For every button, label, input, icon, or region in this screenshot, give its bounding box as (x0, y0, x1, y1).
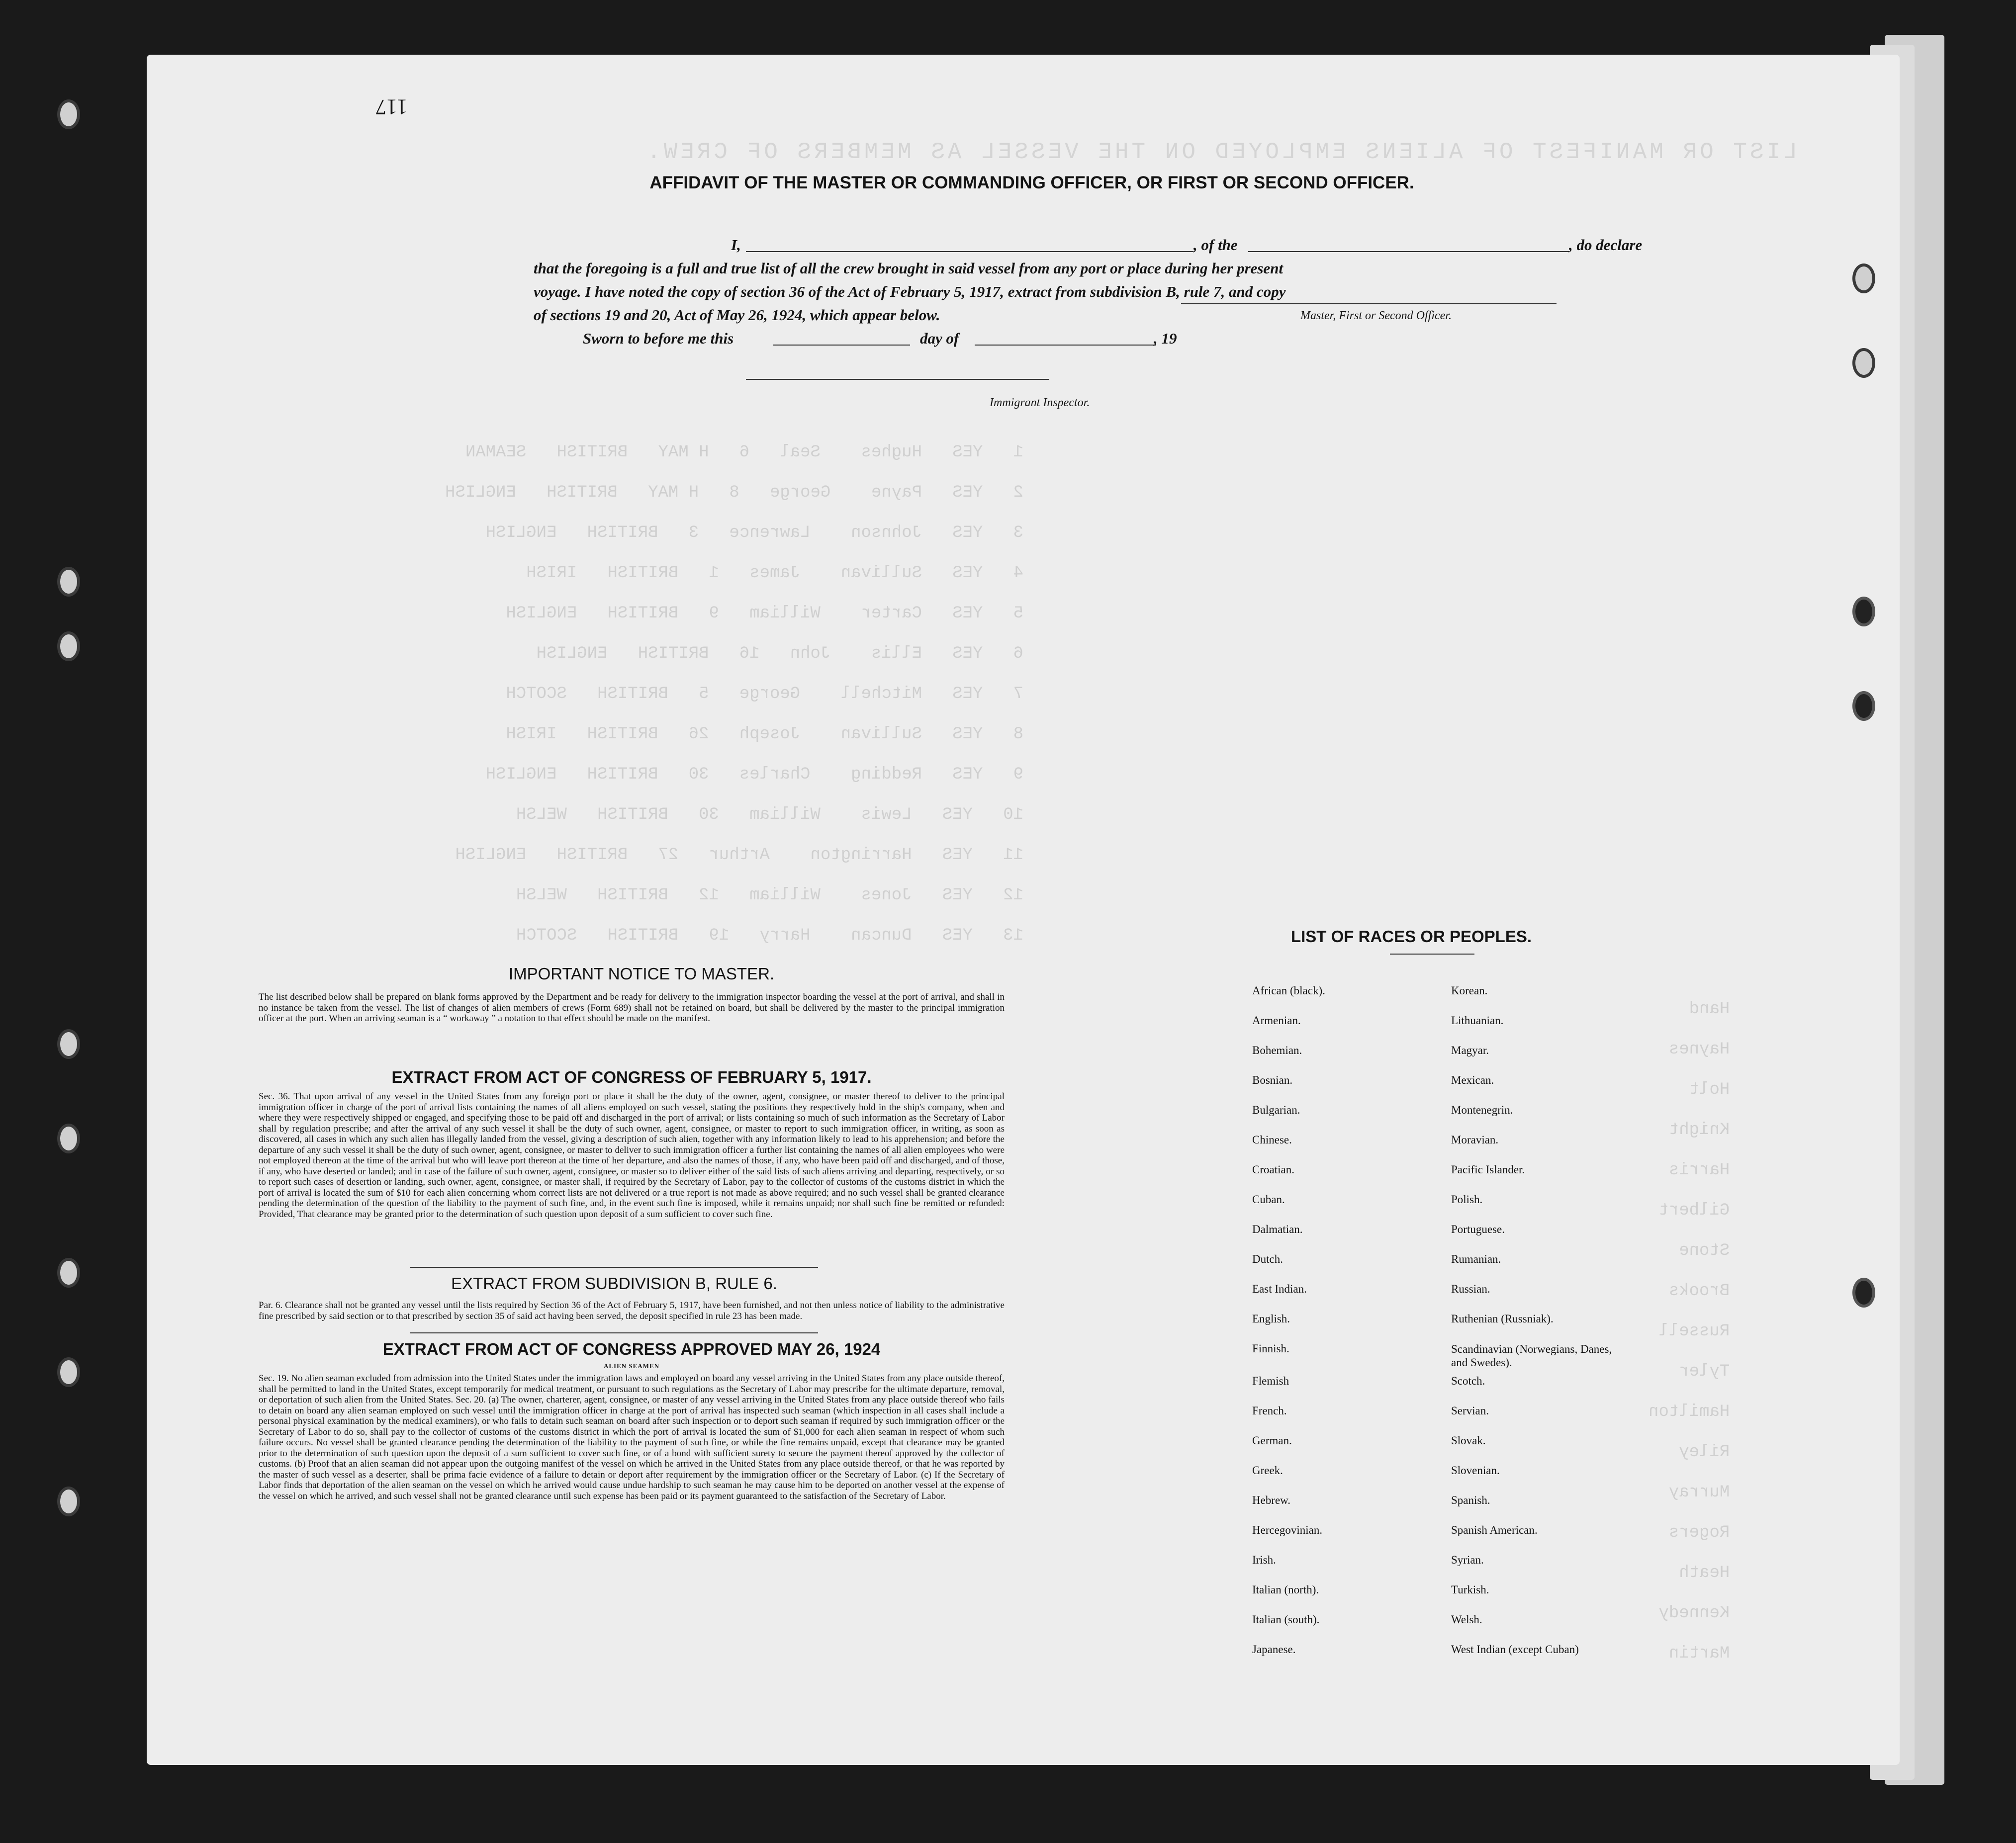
race-left: Italian (south). (1252, 1613, 1320, 1626)
race-right: Lithuanian. (1451, 1014, 1504, 1027)
race-right: Polish. (1451, 1193, 1483, 1206)
day-of-label: day of (920, 330, 959, 347)
race-left: English. (1252, 1313, 1290, 1325)
race-right: Magyar. (1451, 1044, 1489, 1056)
binder-hole-left-2 (57, 567, 80, 597)
binder-hole-left-3 (57, 631, 80, 661)
race-left: Armenian. (1252, 1014, 1301, 1027)
races-title-rule (1390, 954, 1474, 955)
race-left: Hercegovinian. (1252, 1524, 1323, 1536)
race-left: African (black). (1252, 984, 1325, 997)
inspector-signature-line[interactable] (746, 379, 1049, 380)
race-right: Welsh. (1451, 1613, 1482, 1626)
race-right: Rumanian. (1451, 1253, 1501, 1265)
race-left: Dutch. (1252, 1253, 1283, 1265)
extract-1917-title: EXTRACT FROM ACT OF CONGRESS OF FEBRUARY 5, 1917. (391, 1068, 872, 1086)
master-name-blank[interactable] (746, 251, 1193, 252)
rule-above-rule6 (410, 1267, 818, 1268)
sworn-label: Sworn to before me this (583, 330, 734, 347)
race-left: Italian (north). (1252, 1583, 1319, 1596)
vessel-name-blank[interactable] (1248, 251, 1569, 252)
race-left: German. (1252, 1434, 1292, 1447)
year-label: , 19 (1154, 330, 1177, 347)
race-left: Finnish. (1252, 1342, 1289, 1355)
race-right: Portuguese. (1451, 1223, 1505, 1235)
binder-hole-left-5 (57, 1124, 80, 1153)
race-right: Scandinavian (Norwegians, Danes, and Swedes). (1451, 1343, 1612, 1369)
affidavit-line-3: voyage. I have noted the copy of section 36 of the Act of February 5, 1917, extract from subdivision B, rule 7, and copy (534, 283, 1286, 300)
binder-hole-right-4 (1852, 691, 1875, 721)
race-left: Bulgarian. (1252, 1104, 1300, 1116)
rule-above-1924 (410, 1332, 818, 1333)
affidavit-line-2: that the foregoing is a full and true list of all the crew brought in said vessel from any port or place during her present (534, 260, 1283, 277)
extract-rule6-text: Par. 6. Clearance shall not be granted any vessel until the lists required by Section 36 of the Act of February 5, 1917, have been furnished, and not then unless notice of liability to the administrative fine prescribed by said section or to that prescribed by section 35 of said act having been served, the deposit specified in rule 23 has been made. (259, 1300, 1005, 1321)
binder-hole-right-5 (1852, 1278, 1875, 1308)
binder-hole-left-8 (57, 1487, 80, 1516)
race-left: Bosnian. (1252, 1074, 1293, 1086)
binder-hole-right-1 (1852, 263, 1875, 293)
inspector-signature-caption: Immigrant Inspector. (990, 396, 1090, 409)
alien-seamen-subtitle: ALIEN SEAMEN (603, 1362, 660, 1370)
race-right: Russian. (1451, 1283, 1490, 1295)
sworn-day-blank[interactable] (773, 345, 910, 346)
race-left: Greek. (1252, 1464, 1283, 1477)
notice-text: The list described below shall be prepared on blank forms approved by the Department and be ready for delivery to the immigration inspector boarding the vessel at the port of arrival, and shall in no instance be taken from the vessel. The list of changes of alien members of crews (Form 689) shall not be retained on board, but shall be delivered by the master to the principal immigration officer at the port. When an arriving seaman is a “ workaway ” a notation to that effect should be made on the manifest. (259, 992, 1005, 1024)
affidavit-line-4: of sections 19 and 20, Act of May 26, 1924, which appear below. (534, 306, 940, 324)
races-title: LIST OF RACES OR PEOPLES. (1290, 927, 1532, 946)
race-right: Spanish American. (1451, 1524, 1538, 1536)
race-left: Chinese. (1252, 1134, 1292, 1146)
race-left: Cuban. (1252, 1193, 1285, 1206)
master-signature-caption: Master, First or Second Officer. (1300, 309, 1452, 322)
race-left: Japanese. (1252, 1643, 1296, 1656)
race-right: Mexican. (1451, 1074, 1494, 1086)
race-left: East Indian. (1252, 1283, 1307, 1295)
affidavit-title: AFFIDAVIT OF THE MASTER OR COMMANDING OFFICER, OR FIRST OR SECOND OFFICER. (649, 173, 1414, 192)
extract-1924-text: Sec. 19. No alien seaman excluded from admission into the United States under the immigration laws and employed on board any vessel arriving in the United States from any place outside thereof, shall be permitted to land in the United States, except temporarily for medical treatment, or pursuant to such regulations as the Secretary of Labor may prescribe for the ultimate departure, removal, or deportation of such alien from the United States. Sec. 20. (a) The owner, charterer, agent, consignee, or master of any vessel arriving in the United States from any place outside thereof who fails to detain on board any alien seaman employed on such vessel until the immigration officer in charge at the port of arrival has inspected such seaman (which inspection in all cases shall include a personal physical examination by the medical examiners), or who fails to detain such seaman on board after such inspection or to deport such seaman if required by such immigration officer or the Secretary of Labor to do so, shall pay to the collector of customs of the customs district in which the port of arrival is located the sum of $1,000 for each alien seaman in respect of whom such failure occurs. No vessel shall be granted clearance pending the determination of the liability to the payment of such fine, or while the fine remains unpaid, except that clearance may be granted prior to the determination of such question upon the deposit of a sum sufficient to cover such fine, or of a bond with sufficient surety to secure the payment thereof approved by the collector of customs. (b) Proof that an alien seaman did not appear upon the outgoing manifest of the vessel on which he arrived in the United States from any place outside thereof, or that he was reported by the master of such vessel as a deserter, shall be prima facie evidence of a failure to detain or deport after requirement by the immigration officer or the Secretary of Labor. (c) If the Secretary of Labor finds that deportation of the alien seaman on the vessel on which he arrived would cause undue hardship to such seaman he may cause him to be deported on another vessel at the expense of the vessel on which he arrived, and such vessel shall not be granted clearance until such expense has been paid or its payment guaranteed to the satisfaction of the Secretary of Labor. (259, 1373, 1005, 1501)
race-right: Syrian. (1451, 1554, 1484, 1566)
master-signature-line[interactable] (1181, 303, 1557, 304)
race-right: Scotch. (1451, 1375, 1485, 1387)
race-left: Dalmatian. (1252, 1223, 1303, 1235)
race-right: Slovak. (1451, 1434, 1486, 1447)
binder-hole-right-2 (1852, 348, 1875, 378)
page-number: 117 (375, 95, 408, 119)
race-left: Croatian. (1252, 1163, 1294, 1176)
race-right: Slovenian. (1451, 1464, 1500, 1477)
race-right: Pacific Islander. (1451, 1163, 1525, 1176)
affidavit-of-the-label: , of the (1193, 236, 1238, 254)
race-left: Hebrew. (1252, 1494, 1291, 1506)
race-right: Turkish. (1451, 1583, 1489, 1596)
race-right: Korean. (1451, 984, 1488, 997)
race-left: Flemish (1252, 1375, 1289, 1387)
race-right: Spanish. (1451, 1494, 1490, 1506)
binder-hole-left-7 (57, 1357, 80, 1387)
bleed-through-heading: LIST OR MANIFEST OF ALIENS EMPLOYED ON THE VESSEL AS MEMBERS OF CREW. (644, 139, 1797, 165)
binder-hole-right-3 (1852, 597, 1875, 626)
extract-1917-text: Sec. 36. That upon arrival of any vessel in the United States from any foreign port or place it shall be the duty of the owner, agent, consignee, or master thereof to deliver to the principal immigration officer in charge of the port of arrival lists containing the names of all aliens employed on such vessel, stating the positions they respectively hold in the ship's company, when and where they were respectively shipped or engaged, and specifying those to be paid off and discharged in the port of arrival; or lists containing so much of such information as the Secretary of Labor shall by regulation prescribe; and after the arrival of any such vessel it shall be the duty of such owner, agent, consignee, or master to report to such immigration officer, in writing, as soon as discovered, all cases in which any such alien has illegally landed from the vessel, giving a description of such alien, together with any information likely to lead to his apprehension; and before the departure of any such vessel it shall be the duty of such owner, agent, consignee, or master to deliver to such immigration officer a further list containing the names of all alien employees who were not employed thereon at the time of the arrival but who will leave port thereon at the time of her departure, and also the names of those, if any, who have been paid off and discharged, and of those, if any, who have deserted or landed; and in case of the failure of such owner, agent, consignee, or master so to deliver either of the said lists of such aliens arriving and departing, respectively, or so to report such cases of desertion or landing, such owner, agent, consignee, or master shall, if required by the Secretary of Labor, pay to the collector of customs of the customs district in which the port of arrival is located the sum of $10 for each alien concerning whom correct lists are not delivered or a true report is not made as above required; and no such vessel shall be granted clearance pending the determination of the question of the liability to the payment of such fine, and, in the event such fine is imposed, while it remains unpaid; nor shall such fine be remitted or refunded: Provided, That clearance may be granted prior to the determination of such question upon deposit of a sum sufficient to cover such fine. (259, 1091, 1005, 1220)
race-right: Montenegrin. (1451, 1104, 1513, 1116)
race-left: French. (1252, 1404, 1287, 1417)
binder-hole-left-4 (57, 1029, 80, 1059)
extract-1924-title: EXTRACT FROM ACT OF CONGRESS APPROVED MAY 26, 1924 (382, 1340, 881, 1358)
affidavit-i-label: I, (731, 236, 741, 254)
extract-rule6-title: EXTRACT FROM SUBDIVISION B, RULE 6. (451, 1274, 777, 1293)
race-right: Moravian. (1451, 1134, 1499, 1146)
sworn-month-blank[interactable] (975, 345, 1156, 346)
affidavit-do-declare-label: , do declare (1569, 236, 1643, 254)
race-left: Irish. (1252, 1554, 1276, 1566)
document-sheet (147, 55, 1900, 1765)
binder-hole-left-1 (57, 99, 80, 129)
notice-title: IMPORTANT NOTICE TO MASTER. (508, 965, 775, 983)
binder-hole-left-6 (57, 1258, 80, 1288)
race-right: West Indian (except Cuban) (1451, 1643, 1579, 1656)
race-right: Servian. (1451, 1404, 1489, 1417)
race-right: Ruthenian (Russniak). (1451, 1313, 1554, 1325)
race-left: Bohemian. (1252, 1044, 1302, 1056)
bleed-through-rows: 1 YES Hughes Seal 6 H MAY BRITISH SEAMAN 2 YES Payne George 8 H MAY BRITISH ENGLISH 3 YES Johnson Lawrence 3 BRITISH ENGLISH 4 YES Sullivan James 1 BRITISH IRISH 5 YES Carter William 9 BRITISH ENGLISH 6 YES Ellis John 16 BRITISH ENGLISH 7 YES Mitchell George 5 BRITISH SCOTCH 8 YES Sullivan Joseph 26 BRITISH IRISH 9 YES Redding Charles 30 BRITISH ENGLISH 10 YES Lewis William 30 BRITISH WELSH 11 YES Harrington Arthur 27 BRITISH ENGLISH 12 YES Jones William 12 BRITISH WELSH 13 YES Duncan Harry 19 BRITISH SCOTCH (445, 443, 1023, 945)
bleed-through-right-column: Hand Haynes Holt Knight Harris Gilbert Stone Brooks Russell Tyler Hamilton Riley Murray Rogers Heath Kennedy Martin (1649, 1000, 1730, 1663)
